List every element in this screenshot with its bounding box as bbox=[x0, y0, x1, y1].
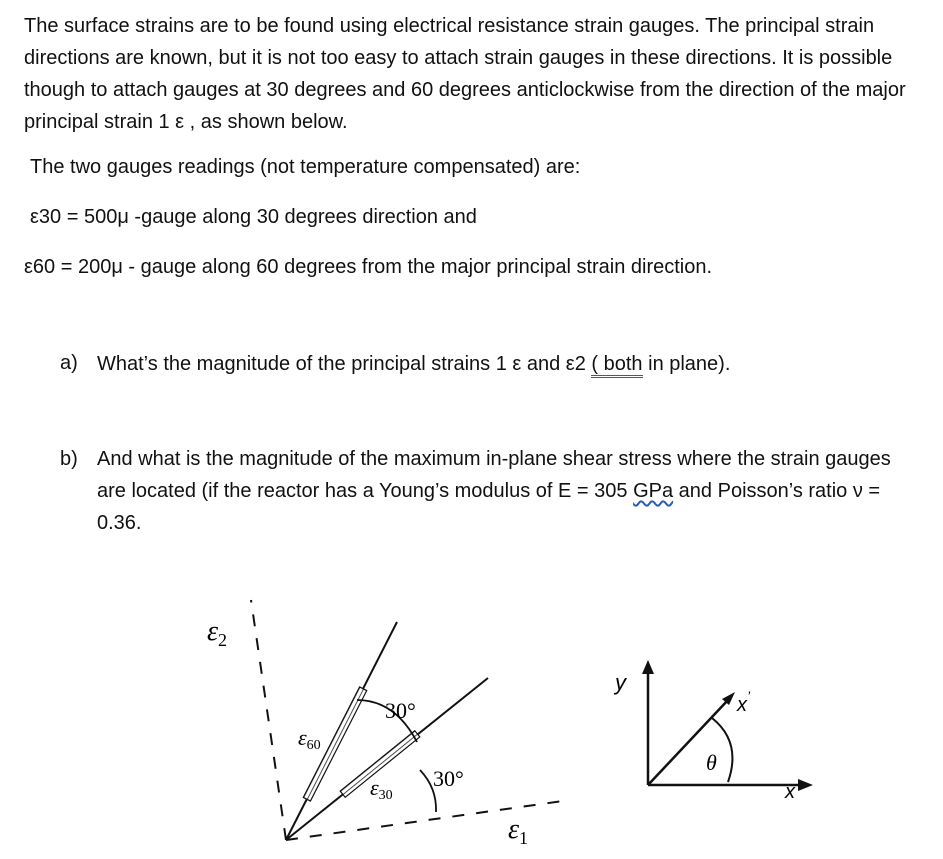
reading-eps60: ε60 = 200μ - gauge along 60 degrees from the major principal strain direction. bbox=[24, 256, 713, 278]
y-axis-label: y bbox=[615, 670, 626, 695]
readings-heading: The two gauges readings (not temperature compensated) are: bbox=[30, 156, 581, 178]
angle-upper-label: 30° bbox=[385, 698, 416, 723]
question-a-marker: a) bbox=[60, 352, 78, 374]
x-axis-arrowhead bbox=[798, 779, 813, 791]
eps1-label: $\varepsilon_1$ bbox=[508, 814, 529, 848]
question-b-marker: b) bbox=[60, 448, 78, 470]
eps2-axis bbox=[251, 600, 286, 840]
question-a-text: What’s the magnitude of the principal strains 1 ε and ε2 bbox=[97, 353, 592, 375]
question-a-underlined: ( both bbox=[591, 353, 642, 378]
angle-lower-label: 30° bbox=[433, 766, 464, 791]
theta-label: θ bbox=[706, 750, 717, 775]
x-axis-label: x bbox=[785, 781, 795, 803]
question-a-text-end: in plane). bbox=[642, 353, 731, 375]
intro-paragraph: The surface strains are to be found using electrical resistance strain gauges. The principal strain directions are known, but it is not too easy to attach strain gauges in these directions. It is possible though to attach gauges at 30 degrees and 60 degrees anticlockwise from the direction of the major principal strain 1 ε , as shown below. bbox=[24, 15, 906, 133]
y-axis-arrowhead bbox=[642, 660, 654, 674]
reading-eps30: ε30 = 500μ -gauge along 30 degrees direction and bbox=[30, 206, 477, 228]
xprime-axis-label: x’ bbox=[737, 688, 751, 716]
eps60-label: ε60 bbox=[298, 725, 321, 753]
eps30-label: ε30 bbox=[370, 775, 393, 803]
question-b-text-end: and Poisson’s ratio ν = 0.36. bbox=[97, 480, 881, 534]
question-b-flagged-word: GPa bbox=[633, 480, 674, 502]
eps2-label: $\varepsilon_2$ bbox=[207, 616, 228, 650]
question-b-text: And what is the magnitude of the maximum in-plane shear stress where the strain gauges are located (if the reactor has a Young’s modulus of E = 305 bbox=[97, 448, 891, 502]
